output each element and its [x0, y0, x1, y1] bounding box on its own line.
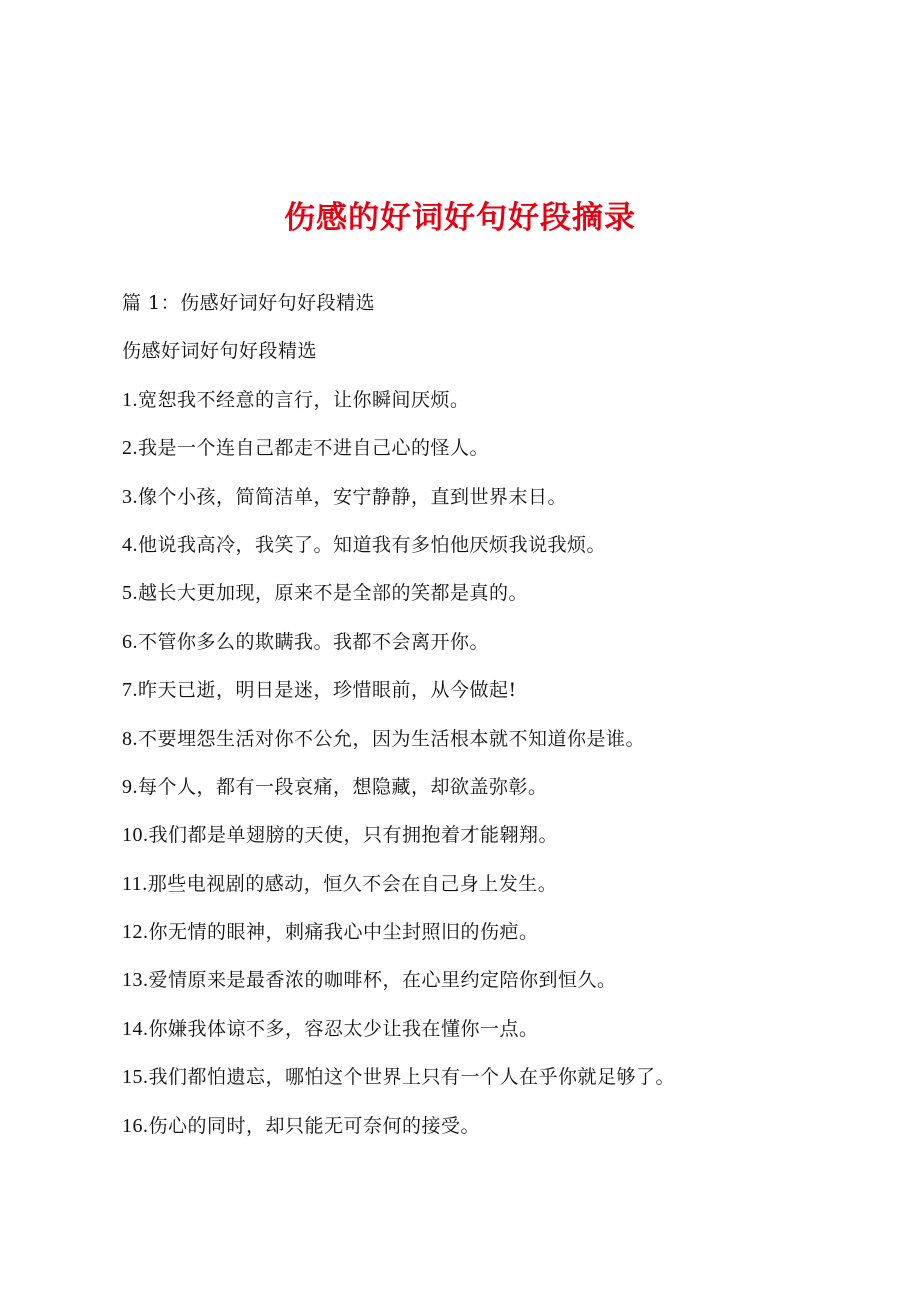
item-number: 15. [122, 1066, 149, 1089]
list-item [122, 908, 902, 956]
item-number: 8. [122, 727, 138, 750]
subheading: 伤感好词好句好段精选 [122, 340, 318, 363]
item-text: 宽恕我不经意的言行，让你瞬间厌烦。 [138, 388, 470, 411]
item-number: 10. [122, 824, 149, 847]
item-text: 他说我高冷，我笑了。知道我有多怕他厌烦我说我烦。 [138, 533, 607, 556]
item-text: 我们都是单翅膀的天使，只有拥抱着才能翱翔。 [148, 824, 559, 847]
item-number: 3. [122, 485, 138, 508]
item-number: 13. [122, 969, 149, 992]
item-text: 昨天已逝，明日是迷，珍惜眼前，从今做起! [138, 679, 517, 702]
item-number: 11. [122, 872, 148, 895]
item-number: 16. [122, 1114, 149, 1137]
list-item [122, 618, 902, 666]
item-text: 你无情的眼神，刺痛我心中尘封照旧的伤疤。 [148, 921, 539, 944]
item-number: 1. [122, 388, 138, 411]
item-text: 每个人，都有一段哀痛，想隐藏，却欲盖弥彰。 [138, 775, 548, 798]
item-number: 2. [122, 437, 138, 460]
list-item [122, 424, 902, 472]
list-item [122, 811, 902, 859]
list-item [122, 569, 902, 617]
list-item [122, 763, 902, 811]
item-number: 7. [122, 679, 138, 702]
item-text: 你嫌我体谅不多，容忍太少让我在懂你一点。 [148, 1017, 539, 1040]
list-item [122, 1102, 902, 1150]
item-text: 越长大更加现，原来不是全部的笑都是真的。 [138, 582, 529, 605]
item-number: 14. [122, 1017, 149, 1040]
list-item [122, 666, 902, 714]
list-item [122, 473, 902, 521]
item-text: 我们都怕遗忘，哪怕这个世界上只有一个人在乎你就足够了。 [148, 1066, 676, 1089]
item-number: 5. [122, 582, 138, 605]
list-item [122, 956, 902, 1004]
item-text: 像个小孩，简简洁单，安宁静静，直到世界末日。 [138, 485, 568, 508]
document-title: 伤感的好词好句好段摘录 [284, 200, 636, 236]
item-number: 9. [122, 775, 138, 798]
list-item [122, 521, 902, 569]
list-item [122, 1005, 902, 1053]
item-number: 12. [122, 921, 149, 944]
document-body [122, 279, 902, 1150]
item-text: 那些电视剧的感动，恒久不会在自己身上发生。 [147, 872, 558, 895]
list-item [122, 1053, 902, 1101]
list-item [122, 376, 902, 424]
list-item [122, 860, 902, 908]
item-number: 4. [122, 533, 138, 556]
item-text: 伤心的同时，却只能无可奈何的接受。 [148, 1114, 481, 1137]
item-text: 爱情原来是最香浓的咖啡杯，在心里约定陪你到恒久。 [148, 969, 617, 992]
list-item [122, 715, 902, 763]
section-heading: 篇 1：伤感好词好句好段精选 [122, 292, 376, 314]
item-text: 不管你多么的欺瞒我。我都不会离开你。 [138, 630, 490, 653]
item-number: 6. [122, 630, 138, 653]
item-text: 不要埋怨生活对你不公允，因为生活根本就不知道你是谁。 [138, 727, 646, 750]
item-text: 我是一个连自己都走不进自己心的怪人。 [138, 437, 490, 460]
